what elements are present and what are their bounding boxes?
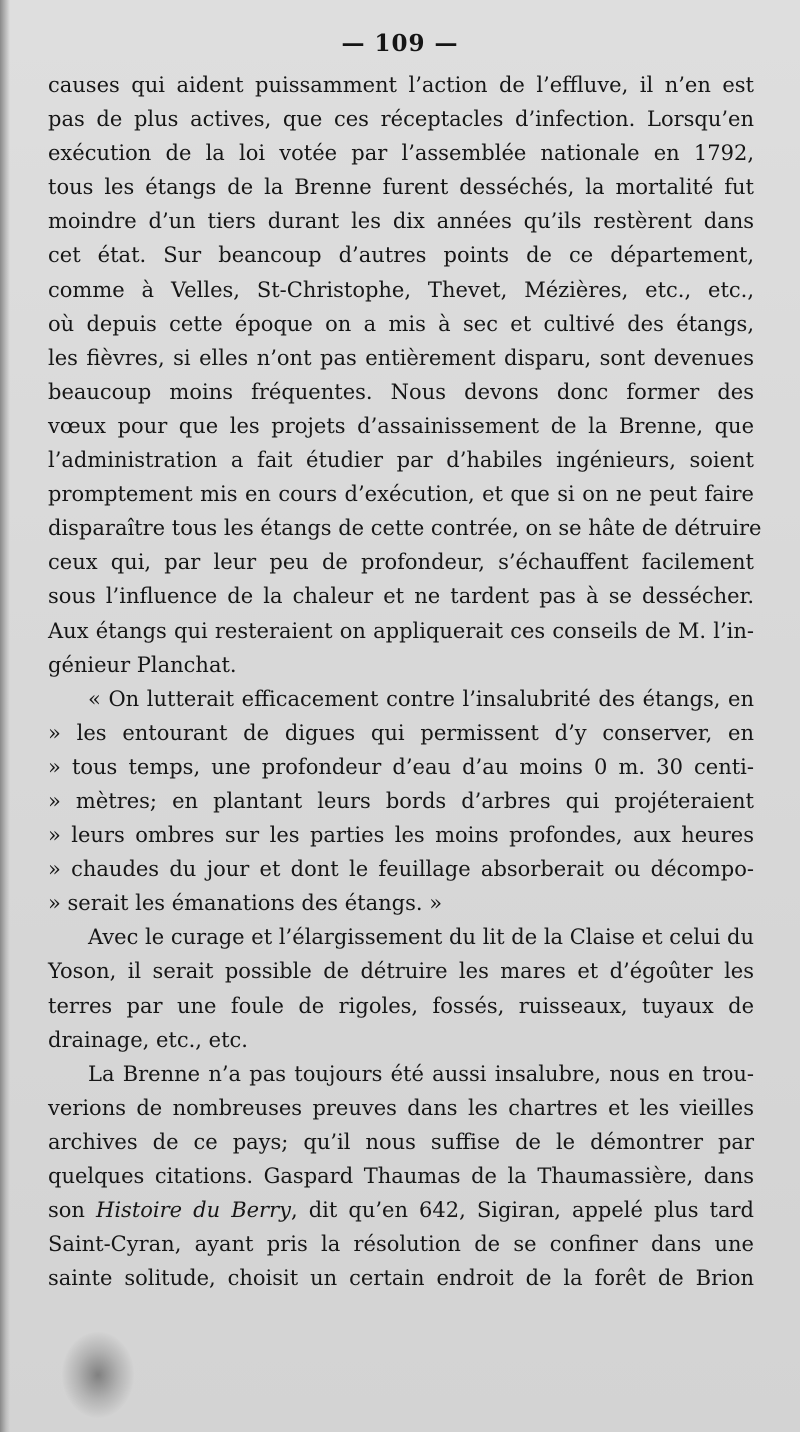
quote-line: » leurs ombres sur les parties les moins profondes, aux heures (48, 823, 754, 848)
text-line: comme à Velles, St-Christophe, Thevet, Mézières, etc., etc., (48, 277, 754, 302)
text-line: Saint-Cyran, ayant pris la résolution de se confiner dans une (48, 1232, 754, 1257)
text-line: Aux étangs qui resteraient on appliquerait ces conseils de M. l’in- (48, 618, 754, 643)
text-line: causes qui aident puissamment l’action de l’effluve, il n’en est (48, 73, 754, 97)
text-line: vœux pour que les projets d’assainissement de la Brenne, que (48, 413, 754, 438)
body-text (48, 68, 762, 1295)
text-line: terres par une foule de rigoles, fossés, ruisseaux, tuyaux de (48, 993, 754, 1018)
text-line (48, 1193, 754, 1227)
text-line: Yoson, il serait possible de détruire les mares et d’égoûter les (48, 959, 754, 984)
text-line: drainage, etc., etc. (48, 1027, 248, 1052)
quote-line: » les entourant de digues qui permissent d’y conserver, en (48, 720, 754, 745)
text-fragment: , dit qu’en 642, Sigiran, appelé plus tard (291, 1198, 754, 1223)
quote-line: » tous temps, une profondeur d’eau d’au moins 0 m. 30 centi- (48, 754, 754, 779)
quote-line: » chaudes du jour et dont le feuillage absorberait ou décompo- (48, 857, 754, 882)
page-number: — 109 — (341, 30, 459, 57)
quote-line: « On lutterait efficacement contre l’insalubrité des étangs, en (88, 686, 754, 711)
ink-smudge (62, 1332, 134, 1418)
quote-line: » serait les émanations des étangs. » (48, 891, 443, 916)
quote-line: » mètres; en plantant leurs bords d’arbres qui projéteraient (48, 788, 754, 813)
book-title-italic: Histoire du Berry (96, 1198, 291, 1223)
text-line: où depuis cette époque on a mis à sec et cultivé des étangs, (48, 311, 754, 336)
text-line: verions de nombreuses preuves dans les chartres et les vieilles (48, 1095, 754, 1120)
text-line: Avec le curage et l’élargissement du lit de la Claise et celui du (88, 925, 754, 950)
text-line: l’administration a fait étudier par d’habiles ingénieurs, soient (48, 448, 754, 473)
text-line: beaucoup moins fréquentes. Nous devons donc former des (48, 379, 754, 404)
text-line: tous les étangs de la Brenne furent desséchés, la mortalité fut (48, 175, 754, 200)
text-line: sous l’influence de la chaleur et ne tardent pas à se dessécher. (48, 584, 754, 609)
text-line: promptement mis en cours d’exécution, et que si on ne peut faire (48, 482, 754, 507)
text-line: les fièvres, si elles n’ont pas entièrement disparu, sont devenues (48, 345, 754, 370)
text-line: quelques citations. Gaspard Thaumas de la Thaumassière, dans (48, 1164, 754, 1188)
text-line: exécution de la loi votée par l’assemblée nationale en 1792, (48, 141, 754, 166)
text-line: ceux qui, par leur peu de profondeur, s’échauffent facilement (48, 550, 754, 575)
text-line: La Brenne n’a pas toujours été aussi insalubre, nous en trou- (88, 1061, 754, 1086)
text-line: archives de ce pays; qu’il nous suffise de le démontrer par (48, 1129, 754, 1154)
text-line: moindre d’un tiers durant les dix années qu’ils restèrent dans (48, 209, 754, 234)
text-line: pas de plus actives, que ces réceptacles d’infection. Lorsqu’en (48, 107, 754, 132)
text-line: disparaître tous les étangs de cette contrée, on se hâte de détruire (48, 516, 762, 541)
text-line: cet état. Sur beancoup d’autres points de ce département, (48, 243, 754, 268)
text-fragment: son (48, 1198, 85, 1223)
text-line: génieur Planchat. (48, 652, 237, 677)
page-binding-shadow (0, 0, 10, 1432)
text-line: sainte solitude, choisit un certain endroit de la forêt de Brion (48, 1266, 754, 1291)
